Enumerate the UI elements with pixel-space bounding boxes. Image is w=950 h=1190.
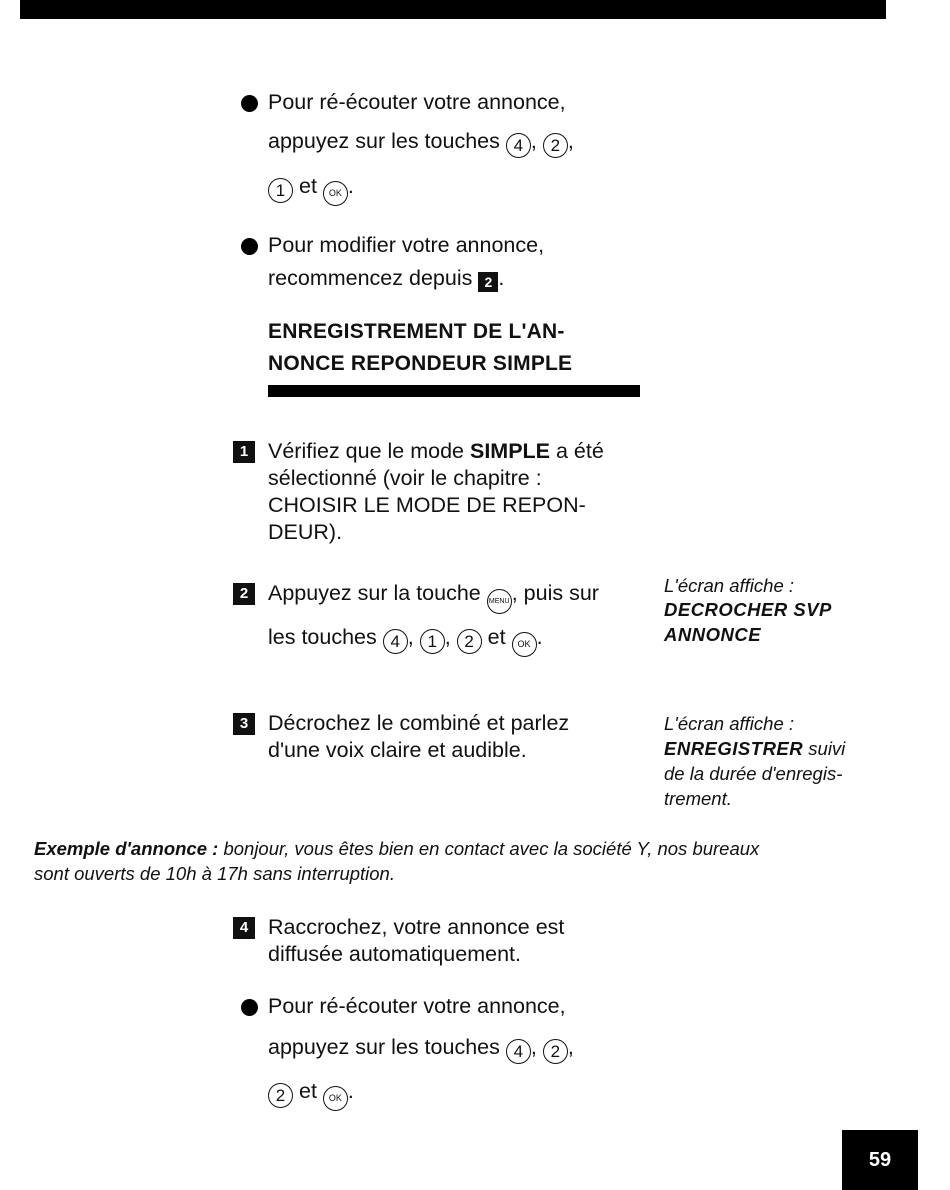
step-2-screen-label: L'écran affiche : <box>664 575 795 596</box>
bullet-2-instruction: recommencez depuis <box>268 266 473 290</box>
screen-text: ENREGISTRER <box>664 738 804 759</box>
step-2-keys-label: les touches <box>268 625 377 649</box>
key-4-icon: 4 <box>506 133 531 158</box>
bullet-1-line3 <box>268 173 354 206</box>
bullet-dot <box>241 95 258 112</box>
key-4-icon: 4 <box>383 629 408 654</box>
step-2-reference-icon: 2 <box>478 272 498 292</box>
step-2-text: Appuyez sur la touche <box>268 581 481 605</box>
key-1-icon: 1 <box>268 178 293 203</box>
menu-key-icon: MENU <box>487 589 512 614</box>
step-3-line2: d'une voix claire et audible. <box>268 738 527 762</box>
step-3-screen-line4: trement. <box>664 788 732 809</box>
bullet-3-line2: appuyez sur les touches 4 , 2 , <box>268 1034 574 1064</box>
bullet-dot <box>241 238 258 255</box>
step-3-number: 3 <box>233 713 255 735</box>
bullet-2-line2 <box>268 265 504 292</box>
step-1-line2: sélectionné (voir le chapitre : <box>268 466 542 490</box>
bullet-3-line1: Pour ré-écouter votre annonce, <box>268 994 566 1018</box>
bullet-3-line3 <box>268 1078 354 1111</box>
step-4-number: 4 <box>233 917 255 939</box>
period: . <box>347 1079 354 1103</box>
step-1-text-end: a été <box>550 439 604 463</box>
step-3-screen-line3: de la durée d'enregis- <box>664 763 843 784</box>
step-1-line4: DEUR). <box>268 520 343 544</box>
key-2-icon: 2 <box>543 133 568 158</box>
bullet-dot <box>241 999 258 1016</box>
step-2-text-end: , puis sur <box>511 581 599 605</box>
period: . <box>536 625 543 649</box>
example-text: bonjour, vous êtes bien en contact avec la société Y, nos bureaux <box>218 838 760 859</box>
step-3-screen-line2 <box>664 737 845 760</box>
step-4-line1: Raccrochez, votre annonce est <box>268 915 565 939</box>
section-heading-line2: NONCE REPONDEUR SIMPLE <box>268 352 573 375</box>
bullet-1-line1: Pour ré-écouter votre annonce, <box>268 90 566 114</box>
example-label: Exemple d'annonce : <box>34 838 219 859</box>
example-line1 <box>34 837 759 860</box>
step-1-line3: CHOISIR LE MODE DE REPON- <box>268 493 586 517</box>
bullet-3-instruction: appuyez sur les touches <box>268 1035 500 1059</box>
step-3-screen-label: L'écran affiche : <box>664 713 795 734</box>
step-2-screen-line1 <box>664 598 832 621</box>
key-ok-icon: OK <box>512 632 537 657</box>
key-4-icon: 4 <box>506 1039 531 1064</box>
step-2-line2: les touches 4 , 1 , 2 et OK . <box>268 624 543 657</box>
period: . <box>347 174 354 198</box>
step-1-text: Vérifiez que le mode <box>268 439 470 463</box>
key-2-icon: 2 <box>268 1083 293 1108</box>
step-2-number: 2 <box>233 583 255 605</box>
bullet-1-line2 <box>268 128 574 158</box>
key-2-icon: 2 <box>543 1039 568 1064</box>
conjunction: et <box>487 625 506 649</box>
example-line2: sont ouverts de 10h à 17h sans interruption. <box>34 863 395 884</box>
page-number: 59 <box>842 1130 918 1190</box>
key-1-icon: 1 <box>420 629 445 654</box>
step-2-line1 <box>268 580 599 614</box>
separator: , <box>567 129 574 153</box>
bullet-2-line1: Pour modifier votre annonce, <box>268 233 545 257</box>
screen-text: DECROCHER SVP <box>664 599 832 620</box>
bullet-1-instruction: appuyez sur les touches <box>268 129 500 153</box>
heading-underline <box>268 385 640 397</box>
screen-text-rest: suivi <box>803 738 846 759</box>
step-1-number: 1 <box>233 441 255 463</box>
key-ok-icon: OK <box>323 181 348 206</box>
mode-simple: SIMPLE <box>469 439 551 463</box>
top-black-bar <box>20 0 886 19</box>
step-3-line1: Décrochez le combiné et parlez <box>268 711 570 735</box>
separator: , <box>530 129 537 153</box>
section-heading-line1: ENREGISTREMENT DE L'AN- <box>268 320 565 343</box>
step-4-line2: diffusée automatiquement. <box>268 942 521 966</box>
conjunction: et <box>298 1079 317 1103</box>
step-1-line1 <box>268 438 604 465</box>
key-ok-icon: OK <box>323 1086 348 1111</box>
key-2-icon: 2 <box>457 629 482 654</box>
conjunction: et <box>298 174 317 198</box>
step-2-screen-line2 <box>664 623 761 646</box>
period: . <box>498 266 505 290</box>
screen-text: ANNONCE <box>664 624 762 645</box>
